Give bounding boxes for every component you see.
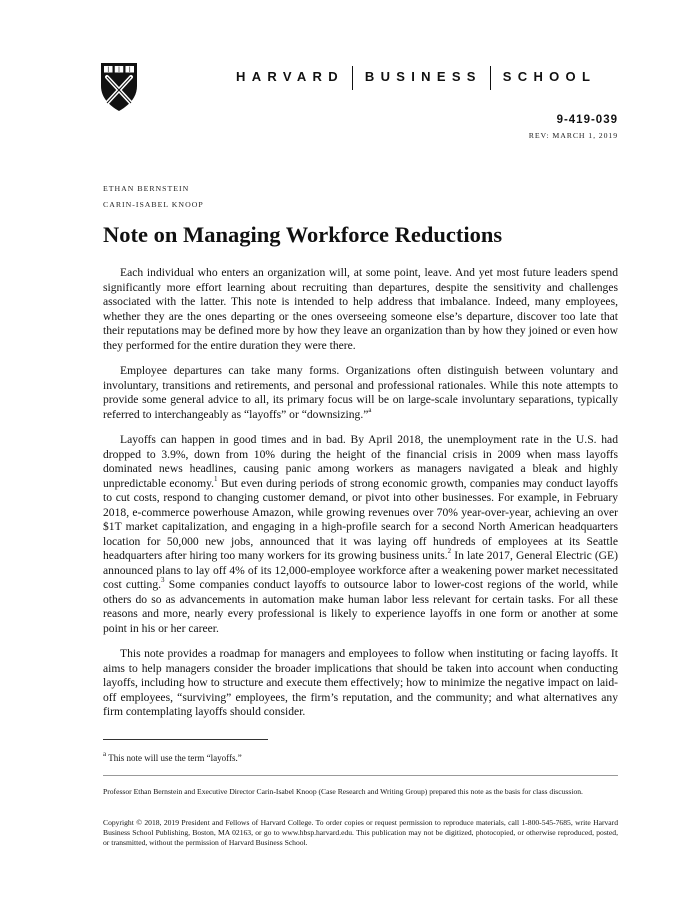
- harvard-business-school-wordmark: [236, 64, 596, 88]
- footnote-reference: 1: [214, 474, 218, 483]
- wordmark-divider: [490, 66, 491, 90]
- footnote-reference: 3: [161, 576, 165, 585]
- revision-date: REV: MARCH 1, 2019: [528, 131, 618, 140]
- wordmark-school: SCHOOL: [502, 68, 597, 84]
- wordmark-harvard: HARVARD: [236, 68, 344, 84]
- wordmark-business: BUSINESS: [364, 68, 482, 84]
- body-paragraph: Layoffs can happen in good times and in bad. By April 2018, the unemployment rate in the U.S. had dropped to 3.9%, down from 10% during the height of the financial crisis in 2009 when mass layoffs dominated news headlines, causing panic among workers as managers navigated a bleak and highly unpredictable economy.$^1$ But even during periods of strong economic growth, companies may conduct layoffs to cut costs, respond to changing customer demand, or pivot into other businesses. For example, in February 2018, e-commerce powerhouse Amazon, while growing revenues over 70% year-over-year, achieving an over $1T market capitalization, and engaging in a high-profile search for a second North American headquarters location for 50,000 new jobs, announced that it was laying off hundreds of employees at its Seattle headquarters after hiring too many workers for its growing business units.$^2$ In late 2017, General Electric (GE) announced plans to lay off 4% of its 12,000-employee workforce after a weakening power market necessitated cost cutting.$^3$ Some companies conduct layoffs to outsource labor to lower-cost regions of the world, while others do so as advancements in automation make human labor less relevant for certain tasks. For all these reasons and more, nearly every professional is likely to experience layoffs in one form or another at some point in his or her career.: [103, 433, 618, 635]
- author-name: CARIN-ISABEL KNOOP: [103, 200, 204, 209]
- copyright-notice: Copyright © 2018, 2019 President and Fellows of Harvard College. To order copies or request permission to reproduce materials, call 1-800-545-7685, write Harvard Business School Publishing, Boston, MA 02163, or go to www.hbsp.harvard.edu. This publication may not be digitized, photocopied, or otherwise reproduced, posted, or transmitted, without the permission of Harvard Business School.: [103, 818, 618, 848]
- footnote-rule: [103, 739, 268, 740]
- harvard-crest-logo: [100, 62, 138, 112]
- footnote-reference: a: [368, 405, 372, 414]
- footnote-reference: 2: [447, 547, 452, 556]
- author-name: ETHAN BERNSTEIN: [103, 184, 190, 193]
- professor-note: Professor Ethan Bernstein and Executive Director Carin-Isabel Knoop (Case Research and Writing Group) prepared this note as the basis for class discussion.: [103, 787, 583, 796]
- body-paragraph: Each individual who enters an organization will, at some point, leave. And yet most future leaders spend significantly more effort learning about recruiting than departures, despite the sensitivity and challenges associated with the latter. This note is intended to help address that imbalance. Indeed, many employees, whether they are the ones departing or the ones overseeing someone else’s departure, discover too late that their reputations may be defined more by how they leave an organization than by how they joined or even how they performed for the entire duration they were there.: [103, 266, 618, 352]
- body-paragraph: This note provides a roadmap for managers and employees to follow when instituting or facing layoffs. It aims to help managers consider the broader implications that should be taken into account when conducting layoffs, including how to structure and execute them effectively; how to minimize the negative impact on laid-off employees, “surviving” employees, the firm’s reputation, and the community; and what alternatives any firm contemplating layoffs should consider.: [103, 647, 618, 718]
- footnote: [103, 750, 242, 763]
- footnote-marker: a: [103, 750, 107, 758]
- body-paragraph: Employee departures can take many forms. Organizations often distinguish between voluntary and involuntary, transitions and retirements, and personal and professional rationales. While this note attempts to provide some general advice to all, its primary focus will be on large-scale involuntary separations, typically referred to interchangeably as “layoffs” or “downsizing.”$^a$: [103, 364, 618, 421]
- footnote-text: This note will use the term “layoffs.”: [106, 753, 242, 763]
- document-title: Note on Managing Workforce Reductions: [103, 222, 503, 247]
- body-text: [103, 266, 618, 731]
- document-number: 9-419-039: [556, 114, 618, 126]
- wordmark-divider: [352, 66, 353, 90]
- footer-divider: [103, 775, 618, 776]
